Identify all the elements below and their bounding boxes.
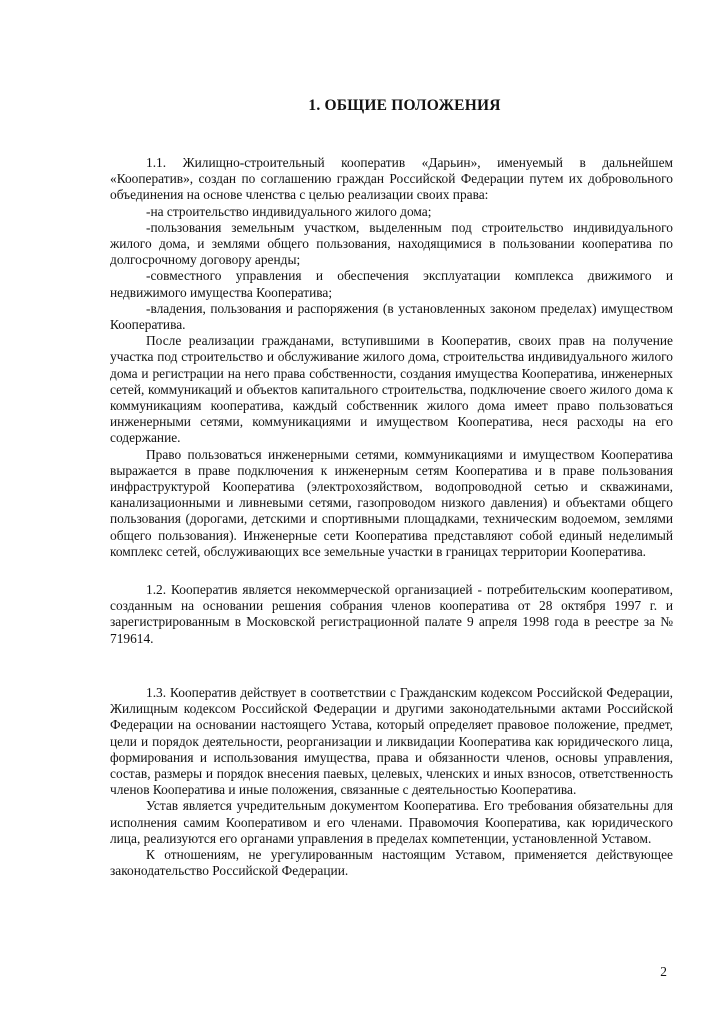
paragraph-1-2: 1.2. Кооператив является некоммерческой организацией - потребительским кооперативом, созданным на основании решения собрания членов кооператива от 28 октября 1997 г. и зарегистрированным в Московской регистрационной палате 9 апреля 1998 года в реестре за № 719614. [110,582,673,646]
paragraph-1-3: 1.3. Кооператив действует в соответствии с Гражданским кодексом Российской Федерации, Жилищным кодексом Российской Федерации и другими законодательными актами Российской Федерации на основании настоящего Устава, который определяет правовое положение, предмет, цели и порядок деятельности, реорганизации и ликвидации Кооператива как юридического лица, формирования и использования имущества, права и обязанности членов, основы управления, состав, размеры и порядок внесения паевых, целевых, членских и иных взносов, ответственность членов Кооператива и иные положения, связанные с деятельностью Кооператива. [110,684,673,798]
paragraph-1-1: 1.1. Жилищно-строительный кооператив «Дарьин», именуемый в дальнейшем «Кооператив», создан по соглашению граждан Российской Федерации путем их добровольного объединения на основе членства с целью реализации своих права: [110,155,673,203]
list-item: -владения, пользования и распоряжения (в установленных законом пределах) имуществом Кооператива. [110,300,673,333]
page-number: 2 [660,964,667,979]
paragraph-1-1-rights: Право пользоваться инженерными сетями, коммуникациями и имуществом Кооператива выражается в праве подключения к инженерным сетям Кооператива и в праве пользования инфраструктурой Кооператива (электрохозяйством, водопроводной сетью и скважинами, канализационными и ливневыми сетями, газопроводом низкого давления) и объектами общего пользования (дорогами, детскими и спортивными площадками, техническим водоемом, землями общего пользования). Инженерные сети Кооператива представляют собой единый неделимый комплекс сетей, обслуживающих все земельные участки в границах территории Кооператива. [110,446,673,559]
list-item: -совместного управления и обеспечения эксплуатации комплекса движимого и недвижимого имущества Кооператива; [110,268,673,300]
list-item: -пользования земельным участком, выделенным под строительство индивидуального жилого дома, и землями общего пользования, находящимися в пользовании кооператива по долгосрочному договору аренды; [110,219,673,268]
paragraph-1-3-law: К отношениям, не урегулированным настоящим Уставом, применяется действующее законодательство Российской Федерации. [110,846,673,879]
section-title: 1. ОБЩИЕ ПОЛОЖЕНИЯ [308,97,501,114]
spacer [110,560,673,582]
paragraph-1-1-after: После реализации гражданами, вступившими в Кооператив, своих прав на получение участка под строительство и обслуживание жилого дома, строительства индивидуального жилого дома и регистрации на него права собственности, создания имущества Кооператива, инженерных сетей, коммуникаций и объектов капитального строительства, подключение своего жилого дома к коммуникациям кооператива, каждый собственник жилого дома имеет право пользоваться инженерными сетями, коммуникациями и имуществом Кооператива, неся расходы на его содержание. [110,333,673,446]
list-item: -на строительство индивидуального жилого дома; [146,203,432,219]
paragraph-1-3-charter: Устав является учредительным документом Кооператива. Его требования обязательны для исполнения самим Кооперативом и его членами. Правомочия Кооператива, как юридического лица, реализуются его органами управления в пределах компетенции, установленной Уставом. [110,798,673,846]
spacer [110,647,673,685]
